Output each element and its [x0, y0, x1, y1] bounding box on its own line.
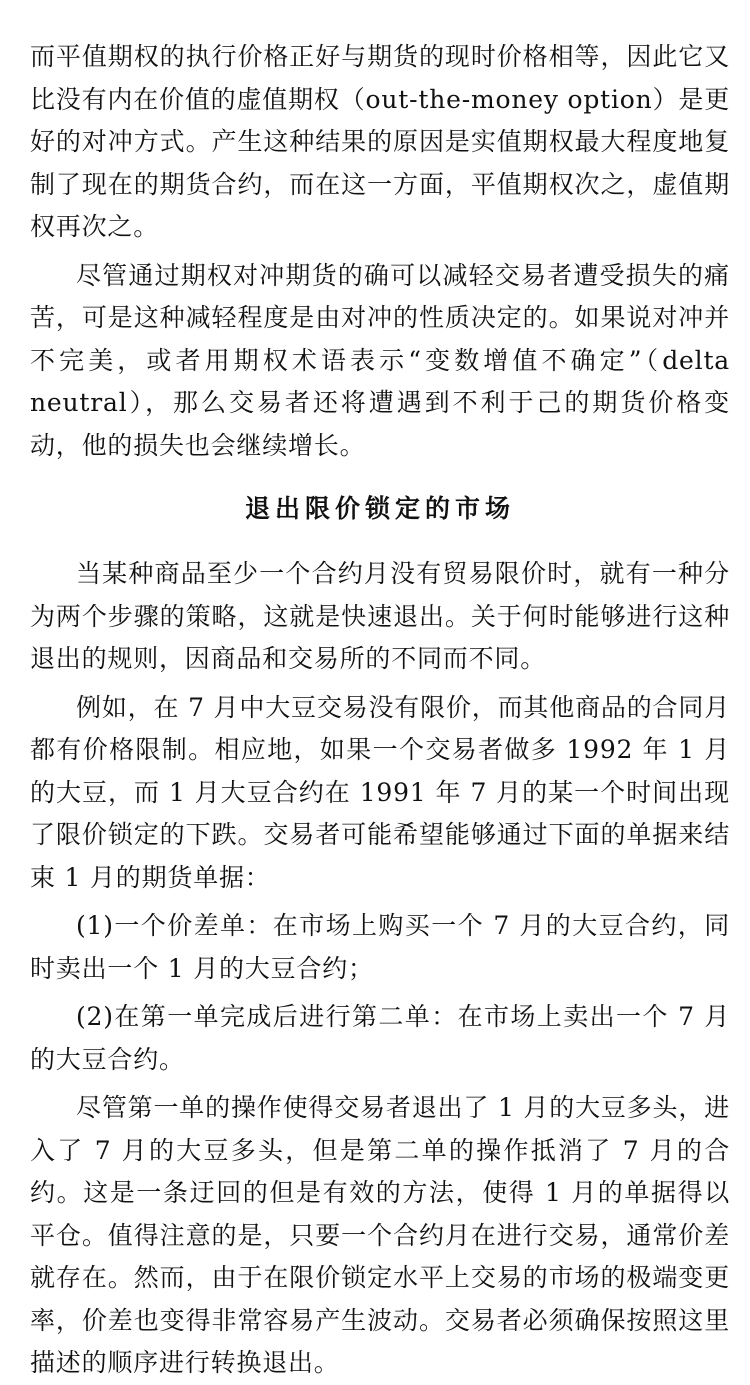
paragraph-soybean-example: 例如，在 7 月中大豆交易没有限价，而其他商品的合同月都有价格限制。相应地，如果一个交易者做多 1992 年 1 月的大豆，而 1 月大豆合约在 1991 年 7 月的某一个时间出现了限价锁定的下跌。交易者可能希望能够通过下面的单据来结束 1 月的期货单据： — [30, 692, 730, 892]
list-item-step-2: (2)在第一单完成后进行第二单：在市场上卖出一个 7 月的大豆合约。 — [30, 1002, 730, 1074]
list-item-step-1: (1)一个价差单：在市场上购买一个 7 月的大豆合约，同时卖出一个 1 月的大豆合约； — [30, 911, 730, 983]
section-heading: 退出限价锁定的市场 — [244, 494, 515, 523]
paragraph-continuation: 而平值期权的执行价格正好与期货的现时价格相等，因此它又比没有内在价值的虚值期权（out-the-money option）是更好的对冲方式。产生这种结果的原因是实值期权最大程度地复制了现在的期货合约，而在这一方面，平值期权次之，虚值期权再次之。 — [30, 42, 730, 241]
document-page — [30, 36, 730, 1385]
paragraph-hedging-delta: 尽管通过期权对冲期货的确可以减轻交易者遭受损失的痛苦，可是这种减轻程度是由对冲的性质决定的。如果说对冲并不完美，或者用期权术语表示“变数增值不确定”（delta neutral），那么交易者还将遭遇到不利于己的期货价格变动，他的损失也会继续增长。 — [30, 260, 730, 460]
paragraph-quick-exit: 当某种商品至少一个合约月没有贸易限价时，就有一种分为两个步骤的策略，这就是快速退出。关于何时能够进行这种退出的规则，因商品和交易所的不同而不同。 — [30, 559, 730, 673]
paragraph-conclusion: 尽管第一单的操作使得交易者退出了 1 月的大豆多头，进入了 7 月的大豆多头，但是第二单的操作抵消了 7 月的合约。这是一条迂回的但是有效的方法，使得 1 月的单据得以平仓。值得注意的是，只要一个合约月在进行交易，通常价差就存在。然而，由于在限价锁定水平上交易的市场的极端变更率，价差也变得非常容易产生波动。交易者必须确保按照这里描述的顺序进行转换退出。 — [30, 1093, 730, 1377]
